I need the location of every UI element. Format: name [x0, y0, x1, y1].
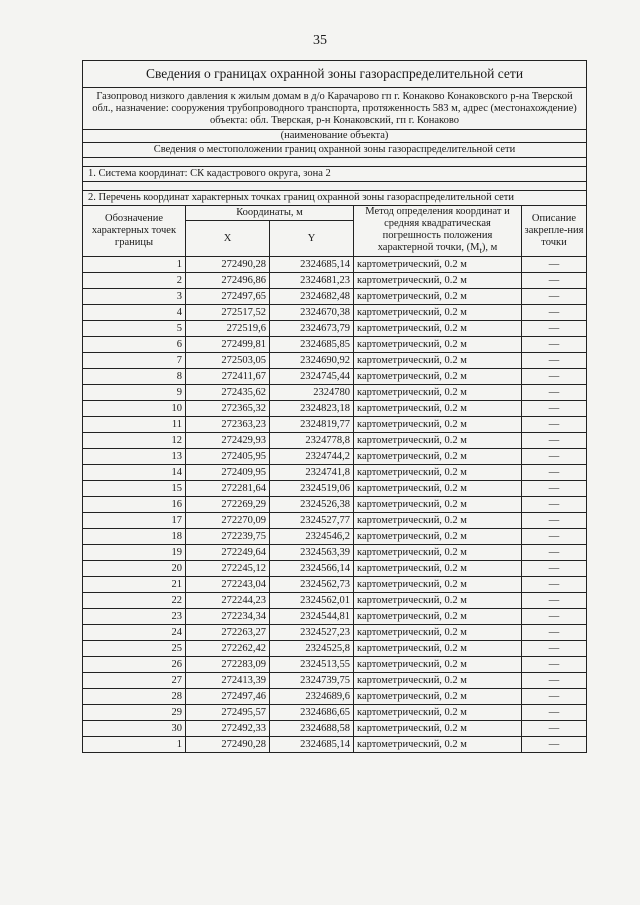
- point-number-cell: 23: [83, 609, 186, 625]
- description-cell: —: [522, 481, 587, 497]
- point-number-cell: 1: [83, 737, 186, 753]
- description-cell: —: [522, 593, 587, 609]
- document-title: Сведения о границах охранной зоны газораспределительной сети: [83, 61, 587, 88]
- description-cell: —: [522, 529, 587, 545]
- method-cell: картометрический, 0.2 м: [354, 609, 522, 625]
- description-cell: —: [522, 449, 587, 465]
- header-description: Описание закрепле-ния точки: [522, 206, 587, 257]
- header-method-line3: ), м: [481, 242, 498, 253]
- table-row: [83, 353, 587, 369]
- description-cell: —: [522, 353, 587, 369]
- coordinate-rows: [83, 257, 587, 753]
- y-coordinate-cell: 2324682,48: [270, 289, 354, 305]
- point-number-cell: 7: [83, 353, 186, 369]
- table-row: [83, 417, 587, 433]
- table-row: [83, 337, 587, 353]
- object-description: Газопровод низкого давления к жилым домам в д/о Карачарово гп г. Конаково Конаковского р-на Тверской обл., назначение: сооружения трубопроводного транспорта, протяженность 583 м, адрес (местонахождение) объекта: обл. Тверская, р-н Конаковский, гп г. Конаково: [83, 88, 587, 130]
- method-cell: картометрический, 0.2 м: [354, 369, 522, 385]
- x-coordinate-cell: 272490,28: [186, 737, 270, 753]
- y-coordinate-cell: 2324527,23: [270, 625, 354, 641]
- y-coordinate-cell: 2324546,2: [270, 529, 354, 545]
- table-row: [83, 529, 587, 545]
- header-method-line1: Метод определения координат и: [365, 206, 510, 217]
- header-coordinates: Координаты, м: [186, 206, 354, 221]
- x-coordinate-cell: 272435,62: [186, 385, 270, 401]
- method-cell: картометрический, 0.2 м: [354, 577, 522, 593]
- method-cell: картометрический, 0.2 м: [354, 337, 522, 353]
- description-cell: —: [522, 321, 587, 337]
- page-number: 35: [313, 33, 327, 48]
- point-number-cell: 24: [83, 625, 186, 641]
- x-coordinate-cell: 272263,27: [186, 625, 270, 641]
- method-cell: картометрический, 0.2 м: [354, 433, 522, 449]
- method-cell: картометрический, 0.2 м: [354, 257, 522, 273]
- description-cell: —: [522, 337, 587, 353]
- description-cell: —: [522, 513, 587, 529]
- method-cell: картометрический, 0.2 м: [354, 289, 522, 305]
- point-number-cell: 4: [83, 305, 186, 321]
- table-row: [83, 545, 587, 561]
- table-row: [83, 609, 587, 625]
- point-number-cell: 6: [83, 337, 186, 353]
- x-coordinate-cell: 272262,42: [186, 641, 270, 657]
- header-x: X: [186, 221, 270, 257]
- x-coordinate-cell: 272411,67: [186, 369, 270, 385]
- point-number-cell: 20: [83, 561, 186, 577]
- x-coordinate-cell: 272244,23: [186, 593, 270, 609]
- x-coordinate-cell: 272249,64: [186, 545, 270, 561]
- coordinate-system: 1. Система координат: СК кадастрового округа, зона 2: [83, 167, 587, 182]
- method-cell: картометрический, 0.2 м: [354, 545, 522, 561]
- table-row: [83, 689, 587, 705]
- point-number-cell: 14: [83, 465, 186, 481]
- description-cell: —: [522, 433, 587, 449]
- table-row: [83, 641, 587, 657]
- x-coordinate-cell: 272234,34: [186, 609, 270, 625]
- y-coordinate-cell: 2324526,38: [270, 497, 354, 513]
- description-cell: —: [522, 737, 587, 753]
- point-number-cell: 15: [83, 481, 186, 497]
- table-row: [83, 433, 587, 449]
- table-row: [83, 737, 587, 753]
- method-cell: картометрический, 0.2 м: [354, 737, 522, 753]
- method-cell: картометрический, 0.2 м: [354, 273, 522, 289]
- description-cell: —: [522, 465, 587, 481]
- y-coordinate-cell: 2324780: [270, 385, 354, 401]
- x-coordinate-cell: 272490,28: [186, 257, 270, 273]
- header-y: Y: [270, 221, 354, 257]
- y-coordinate-cell: 2324566,14: [270, 561, 354, 577]
- y-coordinate-cell: 2324670,38: [270, 305, 354, 321]
- y-coordinate-cell: 2324690,92: [270, 353, 354, 369]
- header-method-line2: средняя квадратическая погрешность положения характерной точки, (М: [377, 218, 493, 253]
- x-coordinate-cell: 272245,12: [186, 561, 270, 577]
- y-coordinate-cell: 2324562,01: [270, 593, 354, 609]
- header-method: [354, 206, 522, 257]
- method-cell: картометрический, 0.2 м: [354, 353, 522, 369]
- y-coordinate-cell: 2324525,8: [270, 641, 354, 657]
- method-cell: картометрический, 0.2 м: [354, 561, 522, 577]
- method-cell: картометрический, 0.2 м: [354, 625, 522, 641]
- x-coordinate-cell: 272365,32: [186, 401, 270, 417]
- table-row: [83, 481, 587, 497]
- table-row: [83, 305, 587, 321]
- point-number-cell: 16: [83, 497, 186, 513]
- table-row: [83, 721, 587, 737]
- point-number-cell: 11: [83, 417, 186, 433]
- table-row: [83, 289, 587, 305]
- table-row: [83, 257, 587, 273]
- y-coordinate-cell: 2324819,77: [270, 417, 354, 433]
- description-cell: —: [522, 497, 587, 513]
- point-number-cell: 1: [83, 257, 186, 273]
- y-coordinate-cell: 2324513,55: [270, 657, 354, 673]
- x-coordinate-cell: 272496,86: [186, 273, 270, 289]
- table-row: [83, 401, 587, 417]
- description-cell: —: [522, 401, 587, 417]
- point-number-cell: 29: [83, 705, 186, 721]
- method-cell: картометрический, 0.2 м: [354, 673, 522, 689]
- y-coordinate-cell: 2324745,44: [270, 369, 354, 385]
- description-cell: —: [522, 545, 587, 561]
- description-cell: —: [522, 417, 587, 433]
- description-cell: —: [522, 609, 587, 625]
- x-coordinate-cell: 272495,57: [186, 705, 270, 721]
- table-row: [83, 385, 587, 401]
- description-cell: —: [522, 305, 587, 321]
- description-cell: —: [522, 625, 587, 641]
- description-cell: —: [522, 385, 587, 401]
- point-number-cell: 26: [83, 657, 186, 673]
- method-cell: картометрический, 0.2 м: [354, 305, 522, 321]
- method-cell: картометрический, 0.2 м: [354, 465, 522, 481]
- description-cell: —: [522, 577, 587, 593]
- point-number-cell: 19: [83, 545, 186, 561]
- point-number-cell: 28: [83, 689, 186, 705]
- spacer-row: [83, 182, 587, 191]
- point-number-cell: 27: [83, 673, 186, 689]
- table-row: [83, 705, 587, 721]
- x-coordinate-cell: 272243,04: [186, 577, 270, 593]
- y-coordinate-cell: 2324689,6: [270, 689, 354, 705]
- description-cell: —: [522, 705, 587, 721]
- x-coordinate-cell: 272519,6: [186, 321, 270, 337]
- y-coordinate-cell: 2324519,06: [270, 481, 354, 497]
- method-cell: картометрический, 0.2 м: [354, 705, 522, 721]
- point-number-cell: 30: [83, 721, 186, 737]
- y-coordinate-cell: 2324685,85: [270, 337, 354, 353]
- description-cell: —: [522, 673, 587, 689]
- point-number-cell: 17: [83, 513, 186, 529]
- header-method-sub: t: [479, 245, 482, 256]
- table-row: [83, 657, 587, 673]
- method-cell: картометрический, 0.2 м: [354, 657, 522, 673]
- description-cell: —: [522, 641, 587, 657]
- method-cell: картометрический, 0.2 м: [354, 529, 522, 545]
- x-coordinate-cell: 272239,75: [186, 529, 270, 545]
- y-coordinate-cell: 2324823,18: [270, 401, 354, 417]
- method-cell: картометрический, 0.2 м: [354, 385, 522, 401]
- point-number-cell: 22: [83, 593, 186, 609]
- method-cell: картометрический, 0.2 м: [354, 497, 522, 513]
- x-coordinate-cell: 272363,23: [186, 417, 270, 433]
- x-coordinate-cell: 272503,05: [186, 353, 270, 369]
- x-coordinate-cell: 272497,46: [186, 689, 270, 705]
- point-number-cell: 12: [83, 433, 186, 449]
- x-coordinate-cell: 272270,09: [186, 513, 270, 529]
- point-number-cell: 2: [83, 273, 186, 289]
- x-coordinate-cell: 272269,29: [186, 497, 270, 513]
- y-coordinate-cell: 2324685,14: [270, 737, 354, 753]
- description-cell: —: [522, 273, 587, 289]
- y-coordinate-cell: 2324778,8: [270, 433, 354, 449]
- y-coordinate-cell: 2324741,8: [270, 465, 354, 481]
- method-cell: картометрический, 0.2 м: [354, 721, 522, 737]
- method-cell: картометрический, 0.2 м: [354, 449, 522, 465]
- x-coordinate-cell: 272429,93: [186, 433, 270, 449]
- location-heading: Сведения о местоположении границ охранной зоны газораспределительной сети: [83, 143, 587, 158]
- description-cell: —: [522, 561, 587, 577]
- table-row: [83, 673, 587, 689]
- point-number-cell: 5: [83, 321, 186, 337]
- table-row: [83, 369, 587, 385]
- y-coordinate-cell: 2324688,58: [270, 721, 354, 737]
- coordinates-list-heading: 2. Перечень координат характерных точках границ охранной зоны газораспределительной сети: [83, 191, 587, 206]
- method-cell: картометрический, 0.2 м: [354, 689, 522, 705]
- table-row: [83, 561, 587, 577]
- point-number-cell: 3: [83, 289, 186, 305]
- method-cell: картометрический, 0.2 м: [354, 417, 522, 433]
- y-coordinate-cell: 2324739,75: [270, 673, 354, 689]
- x-coordinate-cell: 272492,33: [186, 721, 270, 737]
- description-cell: —: [522, 721, 587, 737]
- point-number-cell: 8: [83, 369, 186, 385]
- object-name-caption: (наименование объекта): [83, 130, 587, 143]
- x-coordinate-cell: 272281,64: [186, 481, 270, 497]
- description-cell: —: [522, 289, 587, 305]
- description-cell: —: [522, 689, 587, 705]
- x-coordinate-cell: 272405,95: [186, 449, 270, 465]
- point-number-cell: 10: [83, 401, 186, 417]
- table-row: [83, 273, 587, 289]
- x-coordinate-cell: 272409,95: [186, 465, 270, 481]
- y-coordinate-cell: 2324744,2: [270, 449, 354, 465]
- method-cell: картометрический, 0.2 м: [354, 593, 522, 609]
- method-cell: картометрический, 0.2 м: [354, 401, 522, 417]
- point-number-cell: 13: [83, 449, 186, 465]
- point-number-cell: 18: [83, 529, 186, 545]
- table-row: [83, 577, 587, 593]
- y-coordinate-cell: 2324527,77: [270, 513, 354, 529]
- method-cell: картометрический, 0.2 м: [354, 321, 522, 337]
- y-coordinate-cell: 2324686,65: [270, 705, 354, 721]
- y-coordinate-cell: 2324673,79: [270, 321, 354, 337]
- table-row: [83, 593, 587, 609]
- description-cell: —: [522, 369, 587, 385]
- header-point: Обозначение характерных точек границы: [83, 206, 186, 257]
- x-coordinate-cell: 272517,52: [186, 305, 270, 321]
- table-row: [83, 465, 587, 481]
- x-coordinate-cell: 272413,39: [186, 673, 270, 689]
- x-coordinate-cell: 272499,81: [186, 337, 270, 353]
- x-coordinate-cell: 272283,09: [186, 657, 270, 673]
- y-coordinate-cell: 2324544,81: [270, 609, 354, 625]
- method-cell: картометрический, 0.2 м: [354, 513, 522, 529]
- method-cell: картометрический, 0.2 м: [354, 641, 522, 657]
- table-row: [83, 321, 587, 337]
- y-coordinate-cell: 2324563,39: [270, 545, 354, 561]
- y-coordinate-cell: 2324562,73: [270, 577, 354, 593]
- table-row: [83, 625, 587, 641]
- table-row: [83, 513, 587, 529]
- table-row: [83, 449, 587, 465]
- x-coordinate-cell: 272497,65: [186, 289, 270, 305]
- point-number-cell: 21: [83, 577, 186, 593]
- y-coordinate-cell: 2324681,23: [270, 273, 354, 289]
- point-number-cell: 25: [83, 641, 186, 657]
- description-cell: —: [522, 657, 587, 673]
- y-coordinate-cell: 2324685,14: [270, 257, 354, 273]
- description-cell: —: [522, 257, 587, 273]
- spacer-row: [83, 158, 587, 167]
- point-number-cell: 9: [83, 385, 186, 401]
- protection-zone-table: [82, 60, 587, 753]
- method-cell: картометрический, 0.2 м: [354, 481, 522, 497]
- table-row: [83, 497, 587, 513]
